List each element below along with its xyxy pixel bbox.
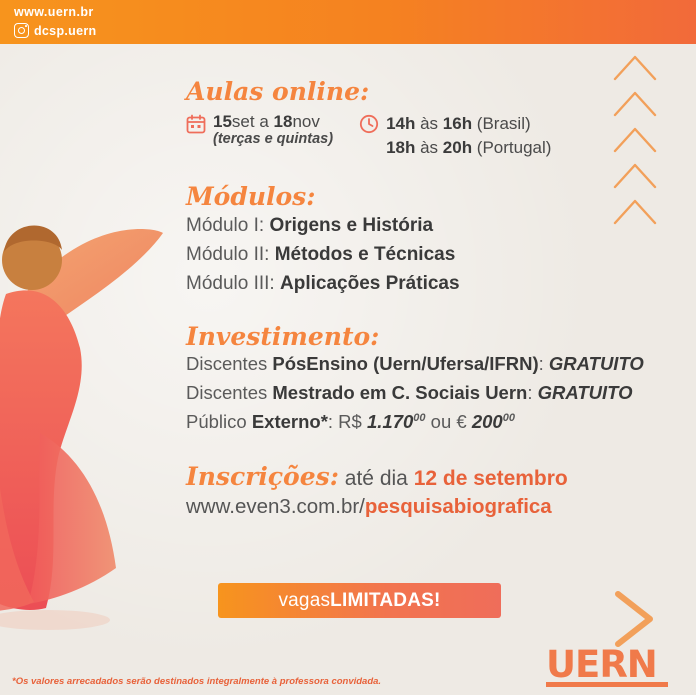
- hours-brasil-from: 14h: [386, 113, 416, 133]
- price-eur: 200: [471, 410, 503, 432]
- investimento-strong: PósEnsino (Uern/Ufersa/IFRN): [272, 353, 539, 375]
- aulas-hours-block: [359, 112, 551, 161]
- aulas-dates-text: [213, 112, 333, 148]
- instagram-handle[interactable]: [14, 23, 96, 38]
- investimento-heading: Investimento:: [186, 321, 380, 351]
- investimento-mid: :: [527, 382, 538, 404]
- vagas-limitadas-banner[interactable]: [218, 583, 501, 618]
- date-start-month: set: [231, 111, 255, 131]
- inscricoes-deadline: 12 de setembro: [413, 467, 568, 491]
- registration-link[interactable]: [186, 495, 686, 519]
- hours-portugal-from: 18h: [386, 138, 416, 158]
- list-item: [186, 350, 686, 379]
- investimento-pre: Discentes: [186, 353, 273, 375]
- aulas-details: [186, 112, 686, 161]
- price-brl: 1.170: [366, 410, 414, 432]
- hours-portugal-label: (Portugal): [472, 138, 552, 158]
- hours-brasil-label: (Brasil): [472, 113, 531, 133]
- aulas-weekdays: (terças e quintas): [213, 131, 334, 148]
- investimento-value: GRATUITO: [548, 353, 644, 375]
- price-brl-cents: 00: [413, 411, 426, 424]
- investimento-list: [186, 350, 686, 436]
- date-start-number: 15: [213, 111, 232, 131]
- date-end-number: 18: [273, 111, 293, 131]
- top-bar: [0, 0, 696, 44]
- poster-content: [186, 78, 686, 519]
- modulo-prefix: Módulo III:: [186, 273, 280, 295]
- externo-strong: Externo*: [251, 410, 328, 432]
- aulas-heading: Aulas online:: [186, 77, 370, 106]
- list-item: [186, 241, 686, 270]
- inscricoes-line: [186, 462, 686, 491]
- clock-icon: [359, 114, 379, 139]
- investimento-mid: :: [538, 353, 549, 375]
- modulo-prefix: Módulo I:: [186, 215, 270, 237]
- dancer-illustration: [0, 208, 198, 638]
- hours-brasil-sep: às: [415, 113, 443, 133]
- investimento-strong: Mestrado em C. Sociais Uern: [272, 382, 528, 404]
- modulo-name: Origens e História: [269, 215, 434, 237]
- externo-mid: : R$: [327, 410, 367, 432]
- inscricoes-deadline-pre: até dia: [338, 467, 414, 491]
- date-end-month: nov: [292, 111, 320, 131]
- price-or: ou €: [425, 410, 472, 432]
- cta-prefix: vagas: [278, 589, 331, 611]
- modulo-name: Métodos e Técnicas: [274, 244, 456, 266]
- footnote: *Os valores arrecadados serão destinados integralmente à professora convidada.: [12, 676, 382, 687]
- uern-logo: [546, 643, 668, 687]
- modulo-prefix: Módulo II:: [186, 244, 275, 266]
- website-url[interactable]: www.uern.br: [14, 5, 94, 19]
- registration-link-slug: pesquisabiografica: [364, 495, 552, 519]
- modulo-name: Aplicações Práticas: [280, 273, 460, 295]
- hours-brasil-to: 16h: [442, 113, 473, 133]
- list-item: [186, 270, 686, 299]
- cta-strong: LIMITADAS!: [330, 589, 441, 611]
- investimento-value: GRATUITO: [537, 382, 633, 404]
- inscricoes-heading: Inscrições:: [186, 462, 339, 492]
- aulas-hours-text: [386, 112, 551, 161]
- modulos-list: [186, 212, 686, 299]
- date-separator: a: [254, 111, 274, 131]
- instagram-icon: [14, 23, 29, 38]
- modulos-heading: Módulos:: [186, 181, 316, 211]
- hours-portugal-sep: às: [415, 138, 443, 158]
- investimento-pre: Discentes: [186, 382, 273, 404]
- aulas-dates-block: [186, 112, 333, 148]
- instagram-handle-label: dcsp.uern: [34, 23, 97, 38]
- list-item: [186, 408, 686, 437]
- calendar-icon: [186, 114, 206, 139]
- price-eur-cents: 00: [502, 411, 515, 424]
- externo-pre: Público: [186, 410, 252, 432]
- uern-logo-text: UERN: [546, 643, 657, 686]
- hours-portugal-to: 20h: [442, 138, 473, 158]
- list-item: [186, 212, 686, 241]
- list-item: [186, 379, 686, 408]
- registration-link-prefix: www.even3.com.br/: [186, 495, 365, 519]
